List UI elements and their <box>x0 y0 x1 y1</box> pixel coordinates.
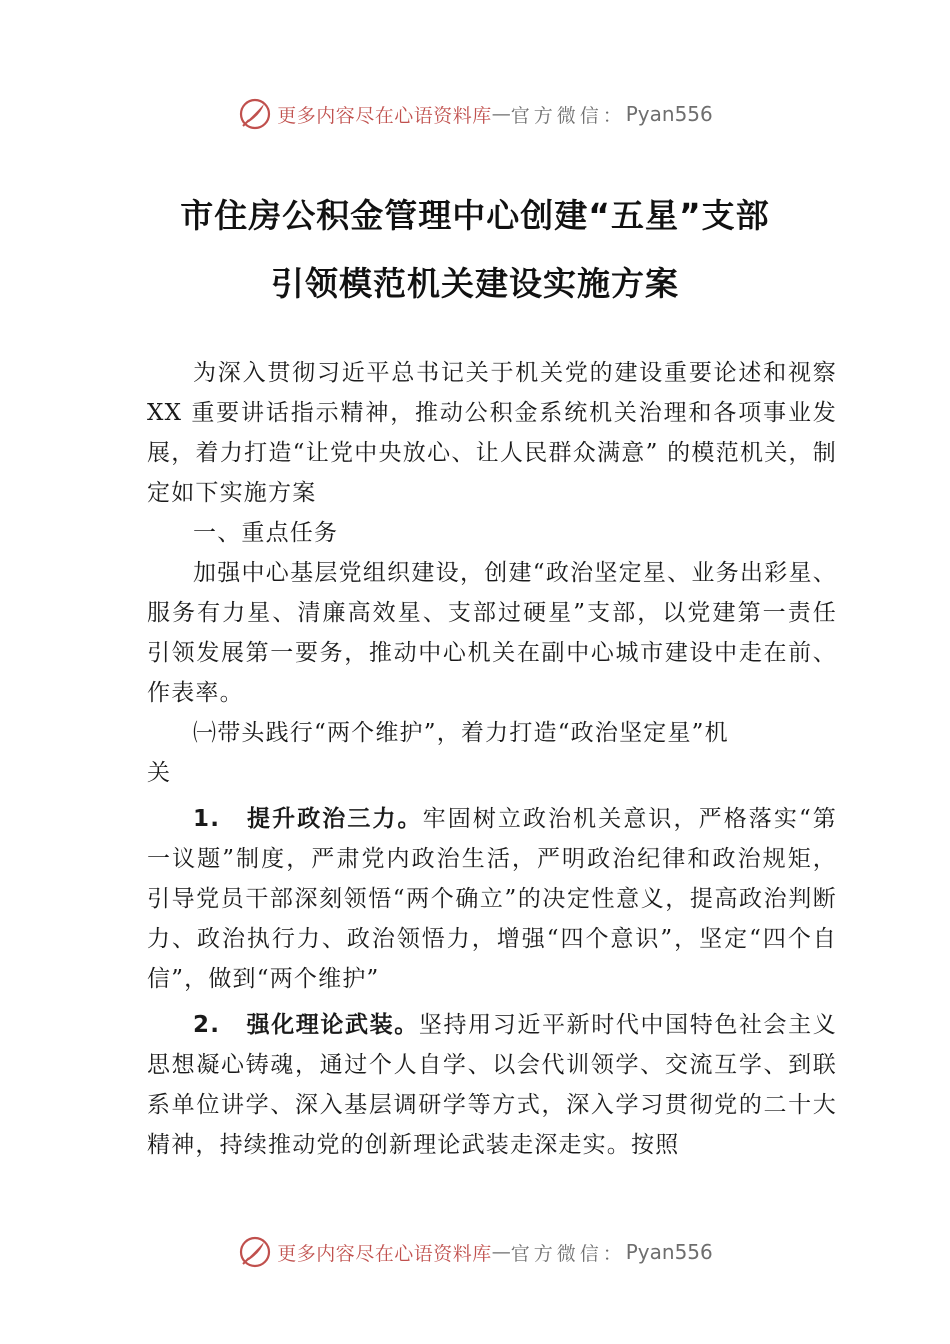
subsection-heading-main: ㈠带头践行“两个维护”，着力打造“政治坚定星”机 <box>193 720 729 746</box>
subsection-heading-1 <box>147 713 837 793</box>
list-item-1-text: 牢固树立政治机关意识，严格落实“第一议题”制度，严肃党内政治生活，严明政治纪律和政治规矩，引导党员干部深刻领悟“两个确立”的决定性意义，提高政治判断力、政治执行力、政治领悟力，增强“四个意识”，坚定“四个自信”，做到“两个维护” <box>147 806 837 992</box>
list-item-1-number: 1. <box>193 806 221 832</box>
list-item-1-heading: 提升政治三力。 <box>246 806 423 832</box>
subsection-heading-tail: 关 <box>147 760 172 786</box>
list-item-1 <box>147 799 837 999</box>
quill-seal-icon <box>237 96 273 132</box>
watermark-wechat-id: Pyan556 <box>625 102 713 126</box>
doc-title-line2: 引领模范机关建设实施方案 <box>271 264 679 303</box>
doc-body <box>147 353 837 1165</box>
watermark-dash: — <box>491 1241 511 1263</box>
doc-title-line1: 市住房公积金管理中心创建“五星”支部 <box>180 196 770 235</box>
watermark-main-text: 更多内容尽在心语资料库 <box>277 1242 492 1265</box>
list-item-2 <box>147 1005 837 1165</box>
watermark-dash: — <box>491 103 511 125</box>
paragraph-1: 加强中心基层党组织建设，创建“政治坚定星、业务出彩星、服务有力星、清廉高效星、支部过硬星”支部，以党建第一责任引领发展第一要务，推动中心机关在副中心城市建设中走在前、作表率。 <box>147 560 837 706</box>
watermark-main-text: 更多内容尽在心语资料库 <box>277 104 492 127</box>
quill-seal-icon <box>237 1234 273 1270</box>
list-item-2-number: 2. <box>193 1012 221 1038</box>
watermark-wechat-label: 官方微信： <box>510 104 626 127</box>
list-item-2-text: 坚持用习近平新时代中国特色社会主义思想凝心铸魂，通过个人自学、以会代训领学、交流互学、到联系单位讲学、深入基层调研学等方式，深入学习贯彻党的二十大精神，持续推动党的创新理论武装走深走实。按照 <box>147 1012 837 1158</box>
section-heading-1: 一、重点任务 <box>193 520 339 546</box>
watermark-wechat-label: 官方微信： <box>510 1242 626 1265</box>
watermark-wechat-id: Pyan556 <box>625 1240 713 1264</box>
watermark-banner-top <box>0 94 950 134</box>
watermark-banner-bottom <box>0 1232 950 1272</box>
intro-paragraph: 为深入贯彻习近平总书记关于机关党的建设重要论述和视察 XX 重要讲话指示精神，推动公积金系统机关治理和各项事业发展，着力打造“让党中央放心、让人民群众满意” 的模范机关，制定如下实施方案 <box>147 360 837 506</box>
list-item-2-heading: 强化理论武装。 <box>246 1012 419 1038</box>
